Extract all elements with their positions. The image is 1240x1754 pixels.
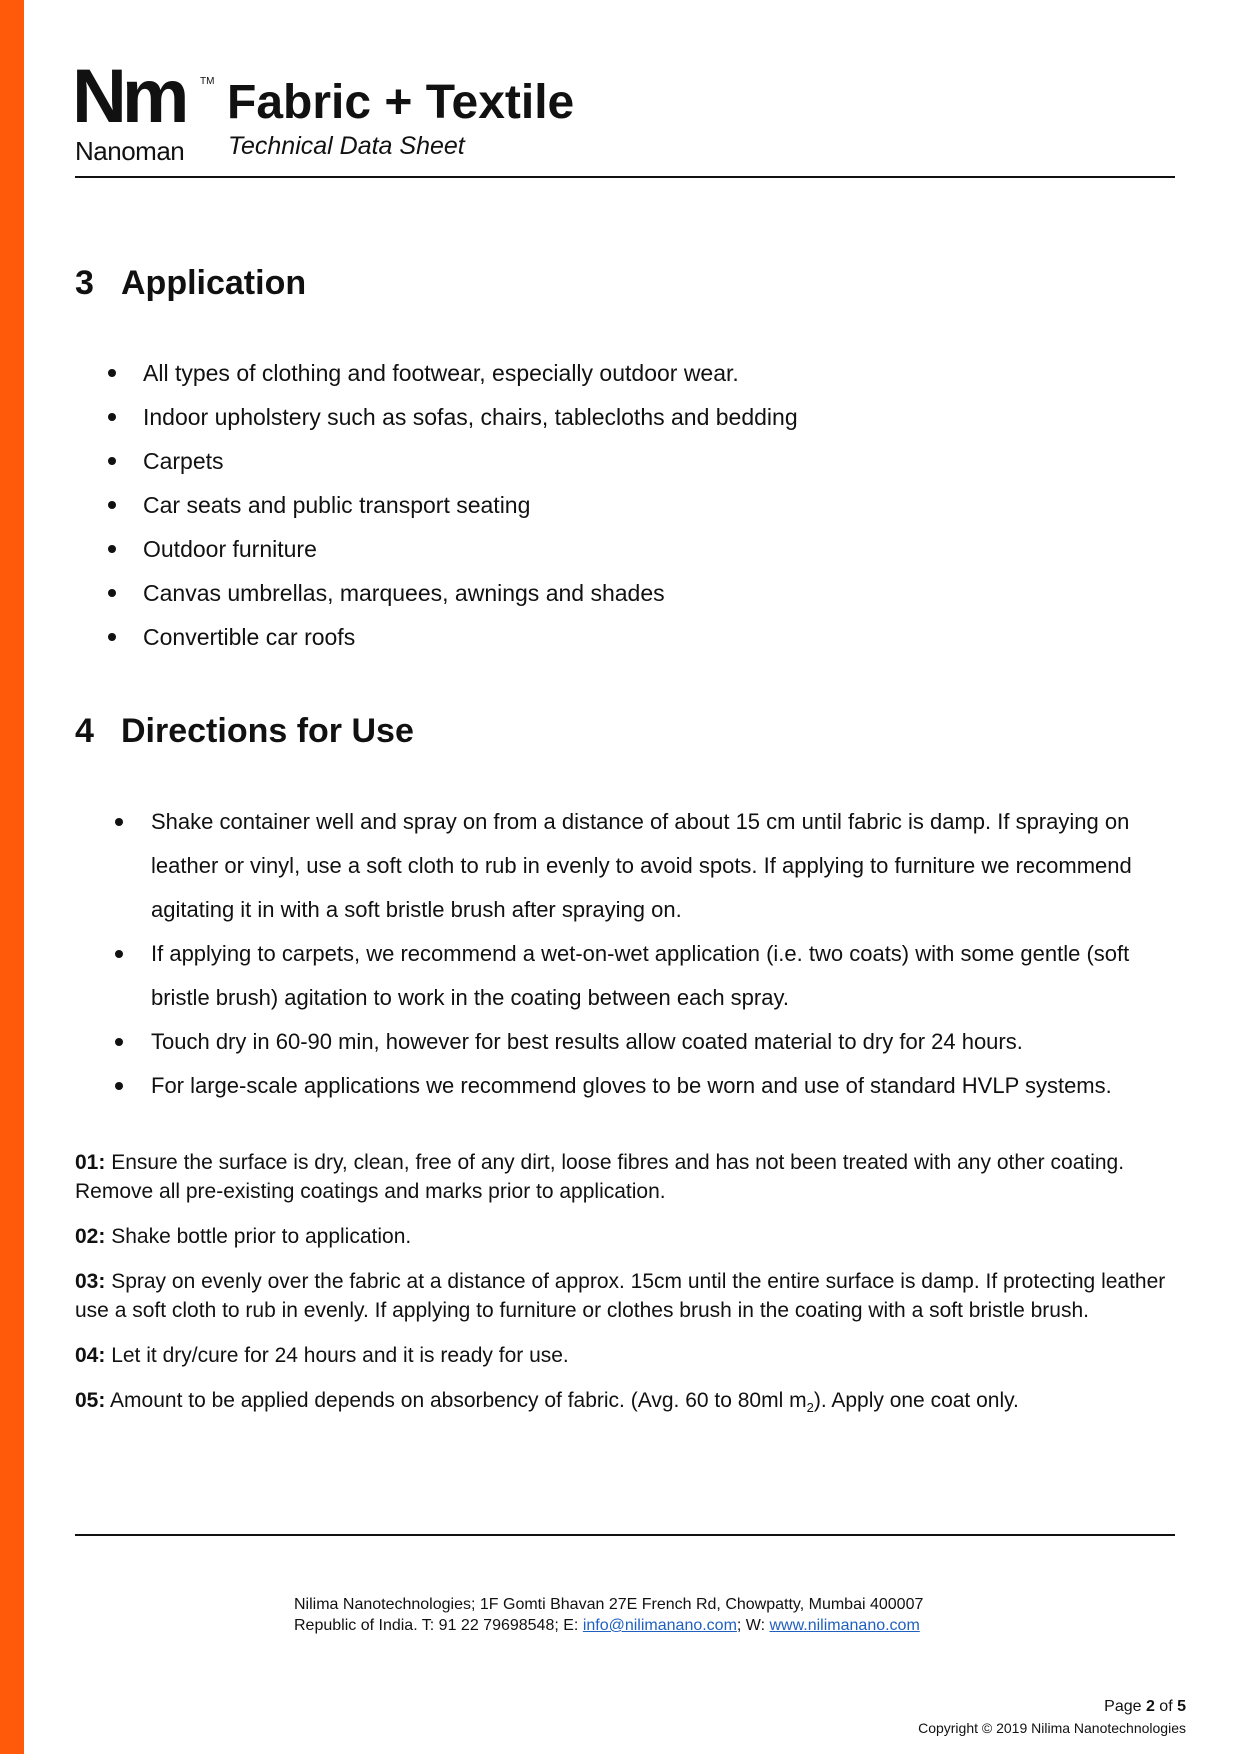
page-label: Page	[1104, 1698, 1146, 1715]
step-01	[75, 1148, 1175, 1206]
list-item: Carpets	[75, 448, 798, 492]
list-item: Shake container well and spray on from a distance of about 15 cm until fabric is damp. If spraying on leather or vinyl, use a soft cloth to rub in evenly to avoid spots. If applying to furniture we recommend agitating it in with a soft bristle brush after spraying on.	[75, 800, 1175, 932]
list-item: Canvas umbrellas, marquees, awnings and shades	[75, 580, 798, 624]
page-total: 5	[1177, 1698, 1186, 1715]
logo-mark: Nm	[72, 54, 185, 139]
section-number: 4	[75, 712, 94, 750]
document-subtitle: Technical Data Sheet	[228, 132, 465, 160]
list-item: Indoor upholstery such as sofas, chairs, tablecloths and bedding	[75, 404, 798, 448]
directions-list	[75, 800, 1175, 1108]
step-text: Amount to be applied depends on absorbency of fabric. (Avg. 60 to 80ml m	[110, 1389, 807, 1412]
list-item: Touch dry in 60-90 min, however for best results allow coated material to dry for 24 hours.	[75, 1020, 1175, 1064]
footer-address	[294, 1594, 923, 1636]
step-subscript: 2	[806, 1400, 814, 1416]
website-link[interactable]: www.nilimanano.com	[769, 1617, 920, 1634]
page-current: 2	[1145, 1698, 1155, 1715]
section-title: Directions for Use	[121, 712, 414, 750]
step-label: 01:	[75, 1151, 106, 1174]
step-02	[75, 1222, 1175, 1251]
step-03	[75, 1267, 1175, 1325]
section-number: 3	[75, 264, 94, 302]
list-item: All types of clothing and footwear, especially outdoor wear.	[75, 360, 798, 404]
step-text: Shake bottle prior to application.	[111, 1225, 412, 1248]
accent-bar	[0, 0, 24, 1754]
step-text: ). Apply one coat only.	[813, 1389, 1019, 1412]
section-heading-application	[75, 263, 306, 303]
step-04	[75, 1341, 1175, 1370]
step-label: 05:	[75, 1389, 106, 1412]
step-label: 02:	[75, 1225, 106, 1248]
list-item: For large-scale applications we recommend gloves to be worn and use of standard HVLP systems.	[75, 1064, 1175, 1108]
footer-line-2	[294, 1615, 923, 1636]
numbered-steps	[75, 1148, 1175, 1422]
list-item: Car seats and public transport seating	[75, 492, 798, 536]
page-of: of	[1154, 1698, 1178, 1715]
footer-divider	[75, 1534, 1175, 1536]
list-item: Outdoor furniture	[75, 536, 798, 580]
section-title: Application	[121, 264, 307, 302]
application-list	[75, 360, 798, 668]
directions-body	[75, 800, 1175, 1438]
footer-text: Republic of India. T: 91 22 79698548; E:	[294, 1617, 583, 1634]
step-label: 03:	[75, 1270, 106, 1293]
step-text: Spray on evenly over the fabric at a distance of approx. 15cm until the entire surface is damp. If protecting leather use a soft cloth to rub in evenly. If applying to furniture or clothes brush in the coating with a soft bristle brush.	[75, 1270, 1166, 1322]
header-divider	[75, 176, 1175, 178]
list-item: Convertible car roofs	[75, 624, 798, 668]
step-05	[75, 1386, 1175, 1422]
step-text: Ensure the surface is dry, clean, free of any dirt, loose fibres and has not been treated with any other coating. Remove all pre-existing coatings and marks prior to application.	[75, 1151, 1125, 1203]
logo-name: Nanoman	[75, 136, 185, 166]
logo-trademark: TM	[200, 76, 215, 87]
email-link[interactable]: info@nilimanano.com	[582, 1617, 737, 1634]
document-title: Fabric + Textile	[227, 76, 575, 129]
section-heading-directions	[75, 711, 414, 751]
page-number	[1104, 1697, 1186, 1716]
step-label: 04:	[75, 1344, 106, 1367]
step-text: Let it dry/cure for 24 hours and it is ready for use.	[111, 1344, 569, 1367]
footer-text: ; W:	[736, 1617, 770, 1634]
footer-line-1: Nilima Nanotechnologies; 1F Gomti Bhavan 27E French Rd, Chowpatty, Mumbai 400007	[294, 1596, 924, 1613]
list-item: If applying to carpets, we recommend a wet-on-wet application (i.e. two coats) with some gentle (soft bristle brush) agitation to work in the coating between each spray.	[75, 932, 1175, 1020]
copyright: Copyright © 2019 Nilima Nanotechnologies	[918, 1720, 1186, 1736]
